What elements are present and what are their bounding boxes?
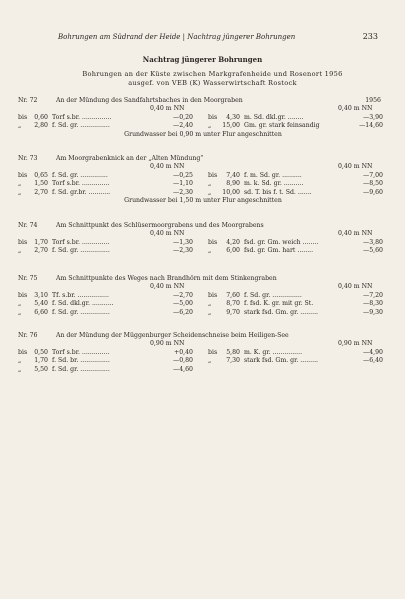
layer-depth: 3,10 [34, 291, 48, 299]
layer-elevation: —5,00 [173, 300, 193, 308]
borehole-number: Nr. 73 [18, 155, 38, 162]
borehole-section [18, 222, 388, 256]
layer-elevation: —2,70 [173, 291, 193, 299]
layer-description: f. Sd. br. ............... [52, 357, 110, 365]
layer-depth: 2,80 [34, 122, 48, 130]
layer-description: m. k. Sd. gr. .......... [244, 180, 304, 188]
layer-elevation: —1,10 [173, 180, 193, 188]
elevation-left: 0,40 m NN [150, 105, 185, 113]
section-header-row [18, 155, 388, 163]
layer-row [18, 349, 388, 357]
layer-description: f. Sd. gr.br. ........... [52, 188, 111, 196]
layer-elevation: —7,00 [363, 171, 383, 179]
layer-prefix: „ [18, 180, 22, 188]
elevation-left: 0,40 m NN [150, 230, 185, 238]
layer-depth: 2,70 [34, 188, 48, 196]
layer-prefix: bis [18, 348, 28, 356]
elevation-row [18, 105, 388, 113]
section-title: Nachtrag jüngerer Bohrungen [142, 55, 263, 64]
page-number: 233 [362, 32, 378, 41]
layer-description: stark fsd. Gm. gr. ......... [244, 357, 319, 365]
section-header-row [18, 97, 388, 105]
layer-prefix: „ [18, 365, 22, 373]
intro-line-1: Bohrungen an der Küste zwischen Markgrafenheide und Rosenort 1956 [82, 70, 343, 78]
layer-elevation: —2,40 [173, 122, 193, 130]
layer-description: Torf s.br. .............. [52, 180, 110, 188]
layer-prefix: bis [208, 291, 218, 299]
layer-depth: 1,70 [34, 238, 48, 246]
layer-prefix: bis [208, 238, 218, 246]
elevation-left: 0,40 m NN [150, 163, 185, 171]
elevation-right: 0,40 m NN [338, 105, 373, 113]
layer-depth: 4,30 [226, 113, 240, 121]
section-header-row [18, 332, 388, 340]
elevation-row [18, 230, 388, 238]
layer-elevation: —0,25 [173, 171, 193, 179]
layer-prefix: bis [18, 238, 28, 246]
layer-description: Torf s.br. ............... [52, 113, 112, 121]
layer-row [18, 247, 388, 255]
layer-prefix: „ [208, 188, 212, 196]
layer-elevation: —0,80 [173, 357, 193, 365]
layer-row [18, 366, 388, 374]
intro [40, 70, 385, 88]
layer-depth: 10,00 [222, 188, 240, 196]
layer-prefix: bis [208, 113, 218, 121]
layer-depth: 5,40 [34, 300, 48, 308]
layer-depth: 4,20 [226, 238, 240, 246]
elevation-right: 0,40 m NN [338, 230, 373, 238]
elevation-row [18, 340, 388, 348]
layer-depth: 15,00 [222, 122, 240, 130]
layer-description: fsd. gr. Gm. weich ........ [244, 238, 319, 246]
layer-depth: 0,65 [34, 171, 48, 179]
layer-elevation: —8,50 [363, 180, 383, 188]
layer-description: Torf s.br. .............. [52, 238, 110, 246]
layer-depth: 0,60 [34, 113, 48, 121]
elevation-right: 0,90 m NN [338, 340, 373, 348]
layer-elevation: —7,20 [363, 291, 383, 299]
layer-description: Gm. gr. stark feinsandig [244, 122, 320, 130]
borehole-location: Am Schnittpunkt des Schlüsermoorgrabens und des Moorgrabens [56, 222, 264, 229]
layer-row [18, 172, 388, 180]
groundwater-note: Grundwasser bei 0,90 m unter Flur angeschnitten [124, 130, 282, 138]
layer-elevation: —8,30 [363, 300, 383, 308]
layer-depth: 6,00 [226, 247, 240, 255]
layer-description: m. Sd. dkl.gr. ........ [244, 113, 304, 121]
borehole-number: Nr. 72 [18, 97, 38, 104]
borehole-section [18, 275, 388, 317]
layer-description: Torf s.br. .............. [52, 348, 110, 356]
layer-prefix: „ [18, 122, 22, 130]
layer-depth: 6,60 [34, 308, 48, 316]
elevation-right: 0,40 m NN [338, 283, 373, 291]
groundwater-note: Grundwasser bei 1,50 m unter Flur angeschnitten [124, 196, 282, 204]
layer-elevation: —0,20 [173, 113, 193, 121]
layer-elevation: —2,30 [173, 188, 193, 196]
layer-prefix: „ [18, 188, 22, 196]
layer-elevation: —14,60 [359, 122, 383, 130]
elevation-row [18, 163, 388, 171]
layer-depth: 7,30 [226, 357, 240, 365]
layer-prefix: „ [208, 122, 212, 130]
layer-prefix: bis [208, 171, 218, 179]
layer-prefix: „ [18, 308, 22, 316]
running-title: Bohrungen am Südrand der Heide | Nachtrag jüngerer Bohrungen [58, 33, 296, 41]
layer-prefix: bis [18, 171, 28, 179]
borehole-number: Nr. 76 [18, 332, 38, 339]
layer-elevation: —2,30 [173, 247, 193, 255]
layer-depth: 1,50 [34, 180, 48, 188]
layer-elevation: —9,30 [363, 308, 383, 316]
layer-prefix: „ [208, 357, 212, 365]
layer-row [18, 189, 388, 197]
layer-elevation: —9,60 [363, 188, 383, 196]
layer-elevation: —3,90 [363, 113, 383, 121]
layer-prefix: „ [208, 300, 212, 308]
layer-elevation: —5,60 [363, 247, 383, 255]
layer-description: m. K. gr. ............... [244, 348, 303, 356]
layer-row [18, 114, 388, 122]
layer-depth: 5,80 [226, 348, 240, 356]
elevation-left: 0,90 m NN [150, 340, 185, 348]
layer-elevation: —4,60 [173, 365, 193, 373]
layer-prefix: bis [208, 348, 218, 356]
layer-depth: 2,70 [34, 247, 48, 255]
layer-elevation: —3,80 [363, 238, 383, 246]
layer-depth: 0,50 [34, 348, 48, 356]
elevation-right: 0,40 m NN [338, 163, 373, 171]
running-header [58, 33, 378, 41]
layer-row [18, 239, 388, 247]
layer-description: f. Sd. gr. ............... [52, 247, 110, 255]
layer-description: Tf. s.br. ................ [52, 291, 109, 299]
layer-row [18, 122, 388, 130]
layer-depth: 1,70 [34, 357, 48, 365]
layer-prefix: „ [18, 300, 22, 308]
borehole-number: Nr. 74 [18, 222, 38, 229]
borehole-location: Am Schnittpunkte des Weges nach Brandhörn mit dem Stinkengraben [56, 275, 277, 282]
layer-prefix: „ [18, 247, 22, 255]
layer-depth: 8,70 [226, 300, 240, 308]
intro-line-2: ausgef. von VEB (K) Wasserwirtschaft Rostock [128, 79, 297, 87]
borehole-location: An der Mündung der Müggenburger Scheidenschneise beim Heiligen-See [56, 332, 289, 339]
layer-description: f. Sd. gr. ............... [52, 308, 110, 316]
layer-description: f. Sd. gr. ............... [52, 122, 110, 130]
layer-elevation: —1,30 [173, 238, 193, 246]
layer-elevation: —6,40 [363, 357, 383, 365]
layer-row [18, 309, 388, 317]
borehole-location: Am Moorgrabenknick an der „Alten Mündung“ [56, 155, 204, 162]
layer-elevation: +0,40 [174, 348, 193, 356]
layer-depth: 9,70 [226, 308, 240, 316]
layer-row [18, 300, 388, 308]
borehole-section [18, 97, 388, 139]
elevation-left: 0,40 m NN [150, 283, 185, 291]
layer-prefix: „ [208, 308, 212, 316]
section-header-row [18, 275, 388, 283]
layer-description: f. m. Sd. gr. .......... [244, 171, 302, 179]
layer-depth: 8,90 [226, 180, 240, 188]
layer-description: f. Sd. gr. .............. [52, 171, 108, 179]
layer-description: fsd. gr. Gm. hart ........ [244, 247, 314, 255]
layer-description: f. Sd. gr. ............... [244, 291, 302, 299]
layer-depth: 7,60 [226, 291, 240, 299]
layer-row [18, 292, 388, 300]
layer-prefix: „ [208, 247, 212, 255]
borehole-section [18, 155, 388, 205]
borehole-year: 1956 [365, 97, 381, 104]
layer-description: sd. T. bis f. t. Sd. ....... [244, 188, 312, 196]
borehole-section [18, 332, 388, 374]
borehole-number: Nr. 75 [18, 275, 38, 282]
borehole-location: An der Mündung des Sandfahrtsbaches in den Moorgraben [56, 97, 243, 104]
section-header-row [18, 222, 388, 230]
layer-prefix: „ [208, 180, 212, 188]
layer-depth: 7,40 [226, 171, 240, 179]
layer-description: f. fsd. K. gr. mit gr. St. [244, 300, 314, 308]
layer-elevation: —6,20 [173, 308, 193, 316]
layer-description: stark fsd. Gm. gr. ......... [244, 308, 319, 316]
layer-description: f. Sd. dkl.gr. ........... [52, 300, 114, 308]
layer-row [18, 357, 388, 365]
layer-prefix: „ [18, 357, 22, 365]
layer-prefix: bis [18, 291, 28, 299]
layer-description: f. Sd. gr. ............... [52, 365, 110, 373]
layer-depth: 5,50 [34, 365, 48, 373]
layer-prefix: bis [18, 113, 28, 121]
elevation-row [18, 283, 388, 291]
layer-elevation: —4,90 [363, 348, 383, 356]
layer-row [18, 180, 388, 188]
